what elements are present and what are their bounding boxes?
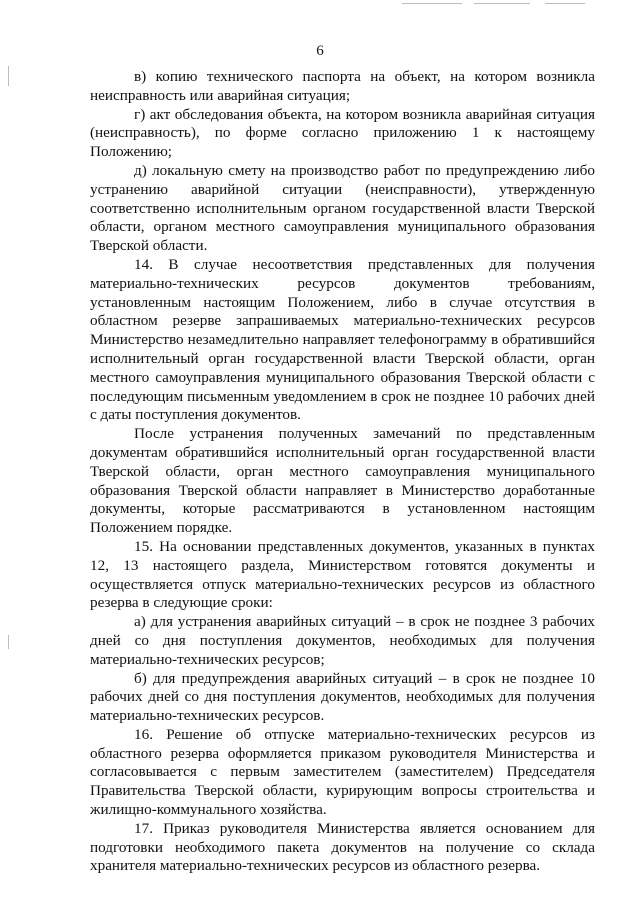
paragraph-item-v: в) копию технического паспорта на объект, на котором возникла неисправность или аварийная ситуация;: [90, 68, 595, 104]
paragraph-clause-14: 14. В случае несоответствия представленных для получения материально-технических ресурсов документов требованиям, установленным настоящим Положением, либо в случае отсутствия в областном резерве запрашиваемых материально-технических ресурсов Министерство незамедлительно направляет телефонограмму в обратившийся исполнительный орган государственной власти Тверской области, орган местного самоуправления муниципального образования Тверской области с последующим письменным уведомлением в срок не позднее 10 рабочих дней с даты поступления документов.: [90, 255, 595, 424]
scan-artifact-line: [8, 635, 9, 649]
paragraph-clause-17: 17. Приказ руководителя Министерства является основанием для подготовки необходимого пакета документов на получение со склада хранителя материально-технических ресурсов из областного резерва.: [90, 819, 595, 875]
paragraph-item-d: д) локальную смету на производство работ по предупреждению либо устранению аварийной ситуации (неисправности), утвержденную соответственно исполнительным органом государственной власти Тверской области, органом местного самоуправления муниципального образования Тверской области.: [90, 161, 595, 255]
paragraph-clause-14-continuation: После устранения полученных замечаний по представленным документам обратившийся исполнительный орган государственной власти Тверской области, орган местного самоуправления муниципального образования Тверской области направляет в Министерство доработанные документы, которые рассматриваются в установленном настоящим Положением порядке.: [90, 425, 595, 537]
paragraph-clause-16: 16. Решение об отпуске материально-технических ресурсов из областного резерва оформляется приказом руководителя Министерства и согласовывается с первым заместителем (заместителем) Председателя Правительства Тверской области, курирующим вопросы строительства и жилищно-коммунального хозяйства.: [90, 725, 595, 819]
paragraph-clause-15: 15. На основании представленных документов, указанных в пунктах 12, 13 настоящего раздела, Министерством готовятся документы и осуществляется отпуск материально-технических ресурсов из областного резерва в следующие сроки:: [90, 537, 595, 612]
scan-artifact-line: [402, 3, 462, 4]
scan-artifact-line: [8, 66, 9, 86]
scan-artifact-line: [545, 3, 585, 4]
document-body: [90, 68, 595, 876]
scan-artifact-line: [474, 3, 530, 4]
page-number: 6: [316, 43, 324, 59]
paragraph-item-b: б) для предупреждения аварийных ситуаций – в срок не позднее 10 рабочих дней со дня поступления документов, необходимых для получения материально-технических ресурсов.: [90, 669, 595, 725]
paragraph-item-a: а) для устранения аварийных ситуаций – в срок не позднее 3 рабочих дней со дня поступления документов, необходимых для получения материально-технических ресурсов;: [90, 613, 595, 668]
paragraph-item-g: г) акт обследования объекта, на котором возникла аварийная ситуация (неисправность), по форме согласно приложению 1 к настоящему Положению;: [90, 105, 595, 161]
